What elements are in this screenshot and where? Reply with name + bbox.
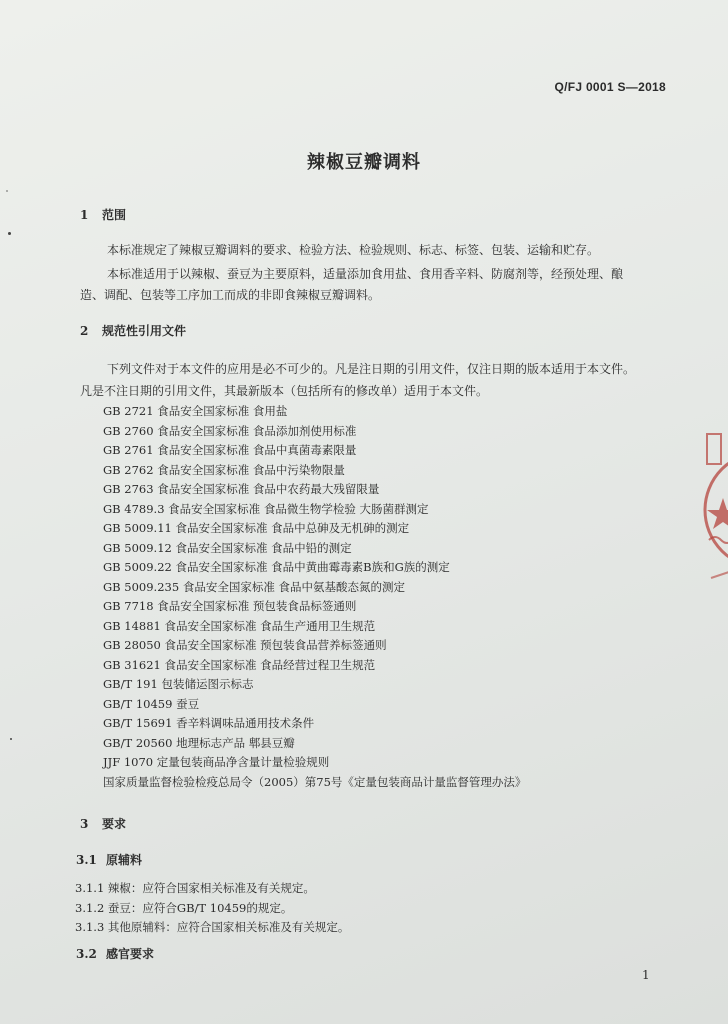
section-1-heading <box>80 206 126 223</box>
scan-speck <box>6 190 8 192</box>
section-number: 2 <box>80 324 89 338</box>
scope-paragraph-2-line-1: 本标准适用于以辣椒、蚕豆为主要原料，适量添加食用盐、食用香辛料、防腐剂等，经预处理、酿 <box>107 267 624 281</box>
reference-item: GB 2762 食品安全国家标准 食品中污染物限量 <box>103 463 345 477</box>
section-number: 1 <box>80 208 89 222</box>
scan-speck <box>8 232 11 235</box>
section-title: 范围 <box>102 208 127 222</box>
scope-paragraph-1: 本标准规定了辣椒豆瓣调料的要求、检验方法、检验规则、标志、标签、包装、运输和贮存。 <box>107 243 600 257</box>
reference-item: JJF 1070 定量包装商品净含量计量检验规则 <box>103 755 330 769</box>
reference-item: GB 4789.3 食品安全国家标准 食品微生物学检验 大肠菌群测定 <box>103 502 429 516</box>
reference-item: GB 2721 食品安全国家标准 食用盐 <box>103 404 288 418</box>
scan-speck <box>10 738 12 740</box>
clause-item: 3.1.2 蚕豆：应符合GB/T 10459的规定。 <box>75 901 293 915</box>
page-number: 1 <box>642 968 650 982</box>
subsection-title: 原辅料 <box>106 853 143 867</box>
references-intro-line-1: 下列文件对于本文件的应用是必不可少的。凡是注日期的引用文件，仅注日期的版本适用于本文件。 <box>107 362 636 376</box>
clause-item: 3.1.3 其他原辅料：应符合国家相关标准及有关规定。 <box>75 920 350 934</box>
reference-item: GB 31621 食品安全国家标准 食品经营过程卫生规范 <box>103 658 376 672</box>
subsection-number: 3.2 <box>76 947 97 961</box>
reference-item: GB/T 20560 地理标志产品 郫县豆瓣 <box>103 736 295 750</box>
section-title: 规范性引用文件 <box>102 324 187 338</box>
subsection-3-1-heading <box>76 851 142 868</box>
section-number: 3 <box>80 817 89 831</box>
reference-item: GB 5009.11 食品安全国家标准 食品中总砷及无机砷的测定 <box>103 521 410 535</box>
section-2-heading <box>80 322 186 339</box>
reference-item: GB/T 15691 香辛料调味品通用技术条件 <box>103 716 315 730</box>
section-3-heading <box>80 815 126 832</box>
references-intro-line-2: 凡是不注日期的引用文件，其最新版本（包括所有的修改单）适用于本文件。 <box>80 384 489 398</box>
reference-item: GB 2761 食品安全国家标准 食品中真菌毒素限量 <box>103 443 357 457</box>
reference-item: GB 5009.12 食品安全国家标准 食品中铅的测定 <box>103 541 352 555</box>
section-title: 要求 <box>102 817 127 831</box>
subsection-title: 感官要求 <box>106 947 155 961</box>
reference-item: GB 7718 食品安全国家标准 预包装食品标签通则 <box>103 599 357 613</box>
seal-stamp-icon <box>703 420 728 600</box>
reference-item: GB/T 191 包装储运图示标志 <box>103 677 254 691</box>
reference-item: GB 2760 食品安全国家标准 食品添加剂使用标准 <box>103 424 357 438</box>
reference-item: GB 5009.235 食品安全国家标准 食品中氨基酸态氮的测定 <box>103 580 405 594</box>
reference-item: 国家质量监督检验检疫总局令（2005）第75号《定量包装商品计量监督管理办法》 <box>103 775 527 789</box>
subsection-3-2-heading <box>76 945 154 962</box>
reference-item: GB 28050 食品安全国家标准 预包装食品营养标签通则 <box>103 638 387 652</box>
scope-paragraph-2-line-2: 造、调配、包装等工序加工而成的非即食辣椒豆瓣调料。 <box>80 288 381 302</box>
reference-item: GB 2763 食品安全国家标准 食品中农药最大残留限量 <box>103 482 380 496</box>
clause-item: 3.1.1 辣椒：应符合国家相关标准及有关规定。 <box>75 881 315 895</box>
document-code: Q/FJ 0001 S—2018 <box>554 80 666 94</box>
document-title: 辣椒豆瓣调料 <box>307 152 421 173</box>
reference-item: GB 5009.22 食品安全国家标准 食品中黄曲霉毒素B族和G族的测定 <box>103 560 450 574</box>
subsection-number: 3.1 <box>76 853 97 867</box>
reference-item: GB 14881 食品安全国家标准 食品生产通用卫生规范 <box>103 619 376 633</box>
reference-item: GB/T 10459 蚕豆 <box>103 697 200 711</box>
